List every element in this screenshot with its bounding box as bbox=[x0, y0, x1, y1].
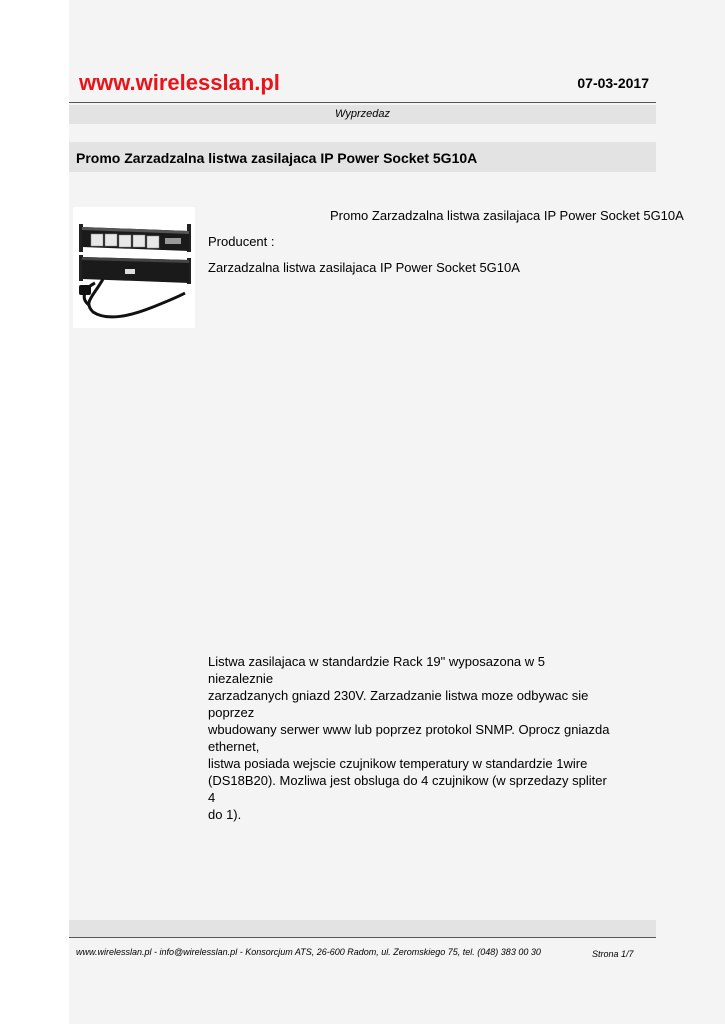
description-line: zarzadzanych gniazd 230V. Zarzadzanie listwa moze odbywac sie bbox=[208, 688, 589, 703]
product-description bbox=[208, 653, 638, 823]
product-title: Promo Zarzadzalna listwa zasilajaca IP Power Socket 5G10A bbox=[76, 150, 478, 166]
description-line: poprzez bbox=[208, 705, 255, 720]
product-subtitle: Zarzadzalna listwa zasilajaca IP Power Socket 5G10A bbox=[208, 260, 520, 275]
product-image bbox=[73, 207, 195, 328]
producer-label: Producent : bbox=[208, 234, 275, 249]
document-page bbox=[69, 0, 725, 1024]
description-line: ethernet, bbox=[208, 739, 260, 754]
product-name: Promo Zarzadzalna listwa zasilajaca IP Power Socket 5G10A bbox=[330, 208, 684, 223]
footer-contact: www.wirelesslan.pl - info@wirelesslan.pl - Konsorcjum ATS, 26-600 Radom, ul. Zeromskiego 75, tel. (048) 383 00 30 bbox=[76, 947, 541, 957]
description-line: do 1). bbox=[208, 807, 242, 822]
description-line: 4 bbox=[208, 790, 216, 805]
footer-bar bbox=[69, 920, 656, 937]
footer-divider bbox=[69, 937, 656, 938]
header-divider bbox=[69, 102, 656, 103]
description-line: niezaleznie bbox=[208, 671, 274, 686]
page-number: Strona 1/7 bbox=[592, 949, 634, 959]
site-title[interactable]: www.wirelesslan.pl bbox=[79, 70, 280, 95]
product-title-bar bbox=[69, 142, 656, 172]
category-label: Wyprzedaz bbox=[69, 105, 656, 124]
document-date: 07-03-2017 bbox=[577, 75, 649, 91]
description-line: wbudowany serwer www lub poprzez protokol SNMP. Oprocz gniazda bbox=[208, 722, 610, 737]
description-line: Listwa zasilajaca w standardzie Rack 19" wyposazona w 5 bbox=[208, 654, 546, 669]
description-line: (DS18B20). Mozliwa jest obsluga do 4 czujnikow (w sprzedazy spliter bbox=[208, 773, 607, 788]
description-line: listwa posiada wejscie czujnikow temperatury w standardzie 1wire bbox=[208, 756, 588, 771]
